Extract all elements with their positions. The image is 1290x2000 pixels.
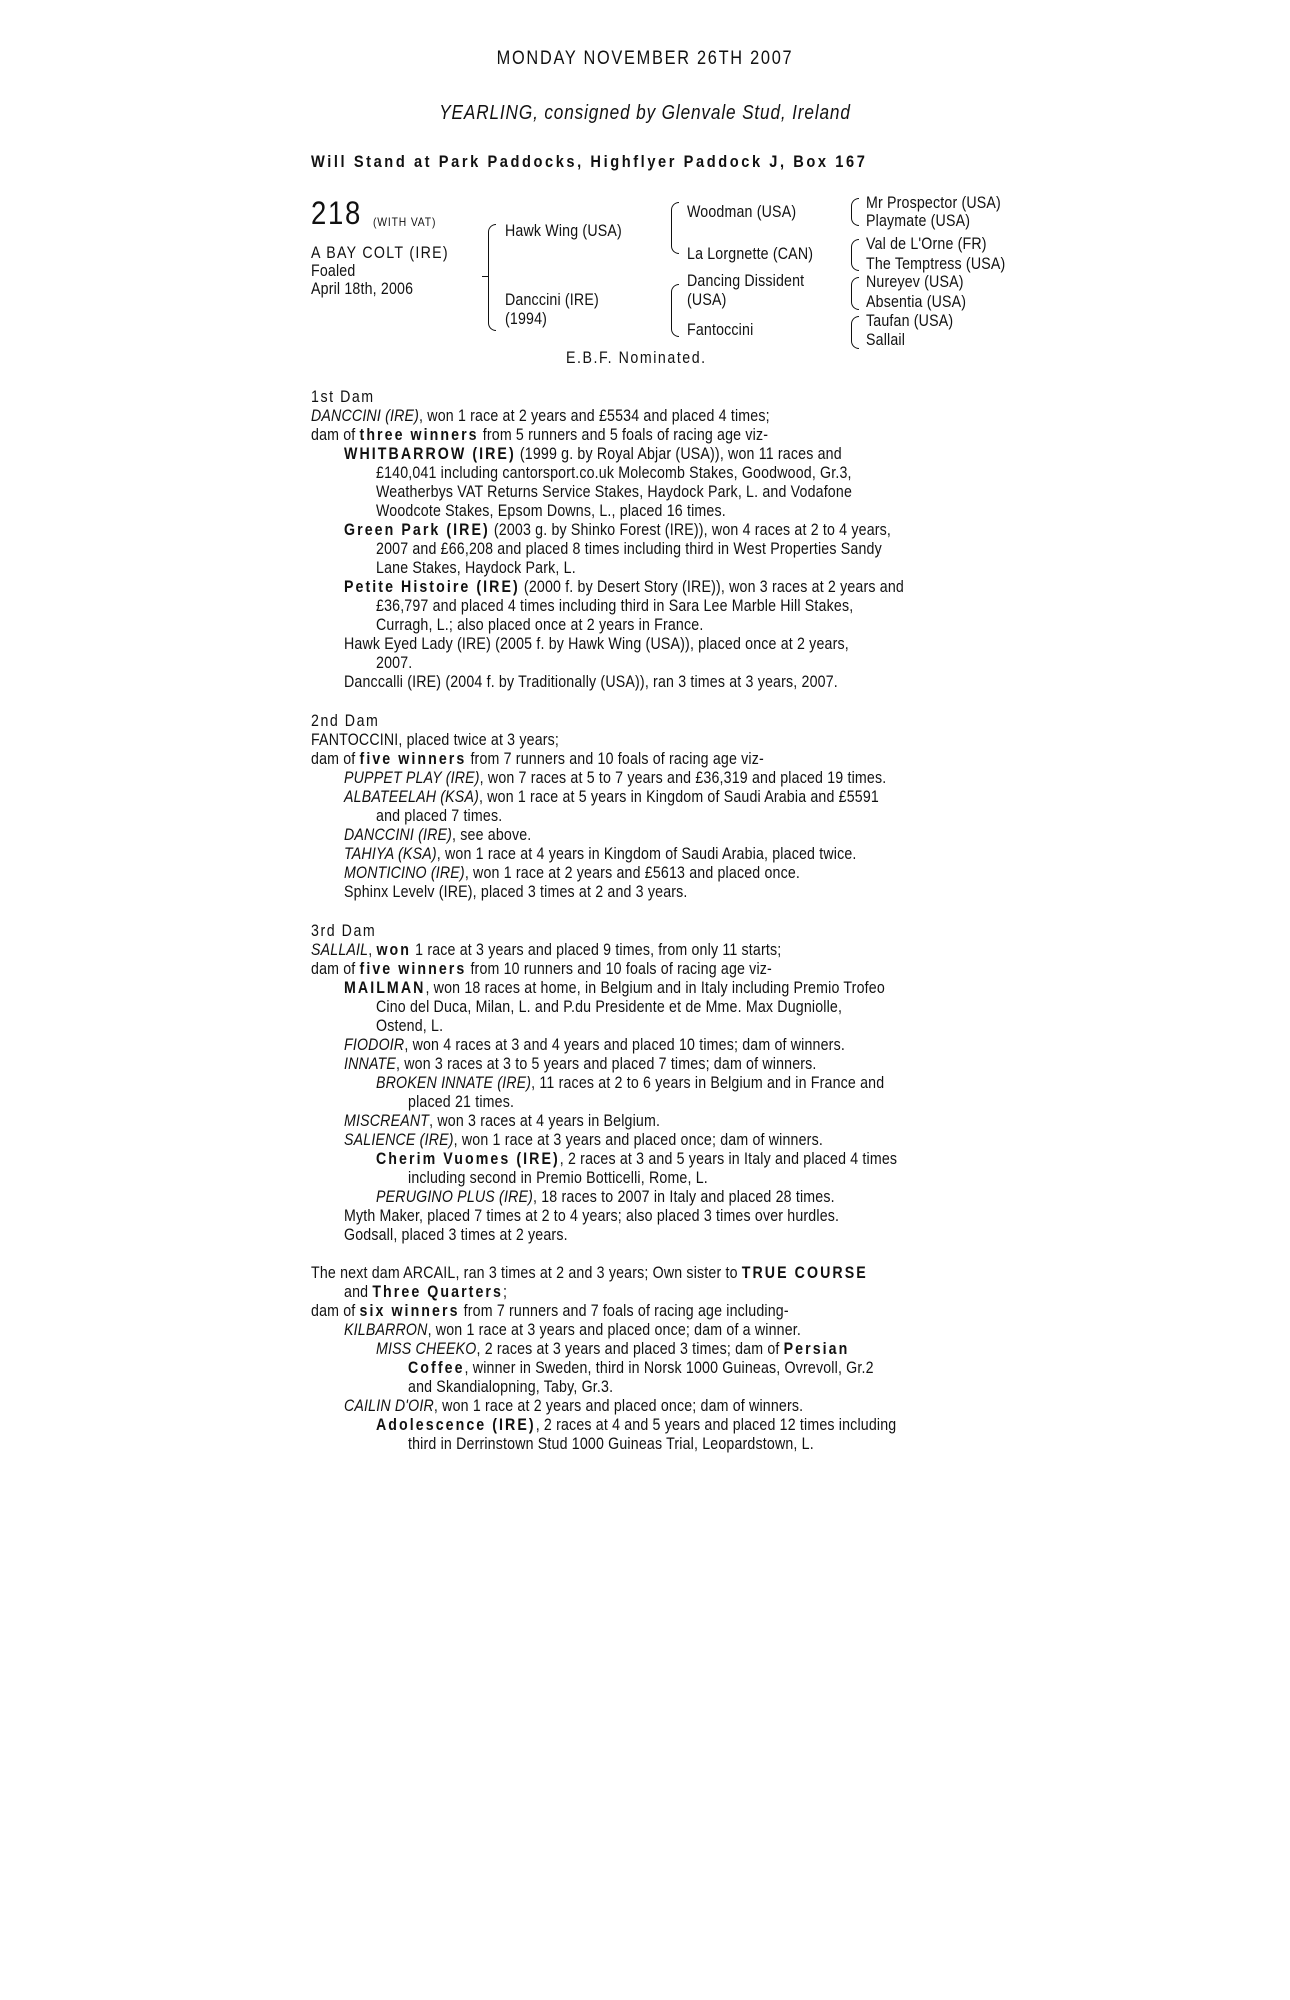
text-line: Adolescence (IRE), 2 races at 4 and 5 years and placed 12 times including xyxy=(376,1416,897,1434)
pedigree-brace xyxy=(488,224,496,331)
stand-location: Will Stand at Park Paddocks, Highflyer Paddock J, Box 167 xyxy=(311,152,868,171)
gen3-1: Mr Prospector (USA) xyxy=(866,194,1001,212)
text-line: Woodcote Stakes, Epsom Downs, L., placed 16 times. xyxy=(376,502,726,520)
pedigree-brace-point xyxy=(482,276,488,277)
gen3-brace-2 xyxy=(851,239,859,271)
text-line: Myth Maker, placed 7 times at 2 to 4 years; also placed 3 times over hurdles. xyxy=(344,1207,840,1225)
text-line: ALBATEELAH (KSA), won 1 race at 5 years in Kingdom of Saudi Arabia and £5591 xyxy=(344,788,880,806)
section-heading: 1st Dam xyxy=(311,388,375,406)
text-line: Cino del Duca, Milan, L. and P.du Presidente et de Mme. Max Dugniolle, xyxy=(376,998,843,1016)
text-line: Sphinx Levelv (IRE), placed 3 times at 2 and 3 years. xyxy=(344,883,688,901)
text-line: Green Park (IRE) (2003 g. by Shinko Forest (IRE)), won 4 races at 2 to 4 years, xyxy=(344,521,892,539)
lot-description: A BAY COLT (IRE) xyxy=(311,244,449,262)
text-line: Petite Histoire (IRE) (2000 f. by Desert Story (IRE)), won 3 races at 2 years and xyxy=(344,578,904,596)
sale-date: MONDAY NOVEMBER 26TH 2007 xyxy=(496,48,794,69)
text-line: Curragh, L.; also placed once at 2 years in France. xyxy=(376,616,704,634)
consignment-line: YEARLING, consigned by Glenvale Stud, Ireland xyxy=(439,102,851,124)
vat-note: (WITH VAT) xyxy=(373,215,437,229)
text-line: DANCCINI (IRE), won 1 race at 2 years and £5534 and placed 4 times; xyxy=(311,407,770,425)
text-line: CAILIN D'OIR, won 1 race at 2 years and placed once; dam of winners. xyxy=(344,1397,804,1415)
text-line: SALIENCE (IRE), won 1 race at 3 years and placed once; dam of winners. xyxy=(344,1131,823,1149)
text-line: 2007. xyxy=(376,654,413,672)
lot-number: 218 xyxy=(311,195,363,231)
text-line: INNATE, won 3 races at 3 to 5 years and placed 7 times; dam of winners. xyxy=(344,1055,817,1073)
text-line: Hawk Eyed Lady (IRE) (2005 f. by Hawk Wing (USA)), placed once at 2 years, xyxy=(344,635,849,653)
text-line: dam of five winners from 10 runners and 10 foals of racing age viz- xyxy=(311,960,772,978)
gen3-brace-3 xyxy=(851,277,859,310)
text-line: PUPPET PLAY (IRE), won 7 races at 5 to 7 years and £36,319 and placed 19 times. xyxy=(344,769,887,787)
gen3-brace-4 xyxy=(851,316,859,349)
text-line: dam of six winners from 7 runners and 7 foals of racing age including- xyxy=(311,1302,789,1320)
section-heading: 2nd Dam xyxy=(311,712,380,730)
gen3-brace-1 xyxy=(851,198,859,226)
dam-sire: Dancing Dissident xyxy=(687,272,805,290)
text-line: dam of five winners from 7 runners and 10 foals of racing age viz- xyxy=(311,750,764,768)
text-line: WHITBARROW (IRE) (1999 g. by Royal Abjar (USA)), won 11 races and xyxy=(344,445,842,463)
foaled-date: April 18th, 2006 xyxy=(311,280,414,298)
text-line: £36,797 and placed 4 times including third in Sara Lee Marble Hill Stakes, xyxy=(376,597,854,615)
text-line: MISCREANT, won 3 races at 4 years in Belgium. xyxy=(344,1112,661,1130)
text-line: 2007 and £66,208 and placed 8 times including third in West Properties Sandy xyxy=(376,540,882,558)
foaled-label: Foaled xyxy=(311,262,356,280)
ebf-note: E.B.F. Nominated. xyxy=(566,349,707,367)
text-line: including second in Premio Botticelli, Rome, L. xyxy=(408,1169,708,1187)
text-line: and placed 7 times. xyxy=(376,807,503,825)
text-line: Lane Stakes, Haydock Park, L. xyxy=(376,559,576,577)
gen3-7: Taufan (USA) xyxy=(866,312,954,330)
text-line: MONTICINO (IRE), won 1 race at 2 years and £5613 and placed once. xyxy=(344,864,801,882)
sire-dam: La Lorgnette (CAN) xyxy=(687,245,814,263)
text-line: £140,041 including cantorsport.co.uk Molecomb Stakes, Goodwood, Gr.3, xyxy=(376,464,852,482)
text-line: Cherim Vuomes (IRE), 2 races at 3 and 5 years in Italy and placed 4 times xyxy=(376,1150,898,1168)
text-line: FIODOIR, won 4 races at 3 and 4 years and placed 10 times; dam of winners. xyxy=(344,1036,845,1054)
text-line: KILBARRON, won 1 race at 3 years and placed once; dam of a winner. xyxy=(344,1321,802,1339)
text-line: FANTOCCINI, placed twice at 3 years; xyxy=(311,731,560,749)
dam: Danccini (IRE) xyxy=(505,291,599,309)
text-line: The next dam ARCAIL, ran 3 times at 2 and 3 years; Own sister to TRUE COURSE xyxy=(311,1264,868,1282)
text-line: Ostend, L. xyxy=(376,1017,444,1035)
dam-dam: Fantoccini xyxy=(687,321,754,339)
text-line: DANCCINI (IRE), see above. xyxy=(344,826,532,844)
section-heading: 3rd Dam xyxy=(311,922,377,940)
dam-year: (1994) xyxy=(505,310,548,328)
sire-brace xyxy=(671,202,679,254)
gen3-6: Absentia (USA) xyxy=(866,293,967,311)
text-line: Weatherbys VAT Returns Service Stakes, Haydock Park, L. and Vodafone xyxy=(376,483,853,501)
text-line: dam of three winners from 5 runners and 5 foals of racing age viz- xyxy=(311,426,769,444)
dam-sire-country: (USA) xyxy=(687,291,727,309)
text-line: BROKEN INNATE (IRE), 11 races at 2 to 6 years in Belgium and in France and xyxy=(376,1074,885,1092)
text-line: Godsall, placed 3 times at 2 years. xyxy=(344,1226,568,1244)
text-line: Danccalli (IRE) (2004 f. by Traditionally (USA)), ran 3 times at 3 years, 2007. xyxy=(344,673,838,691)
sire-sire: Woodman (USA) xyxy=(687,203,797,221)
text-line: Coffee, winner in Sweden, third in Norsk 1000 Guineas, Ovrevoll, Gr.2 xyxy=(408,1359,874,1377)
text-line: TAHIYA (KSA), won 1 race at 4 years in Kingdom of Saudi Arabia, placed twice. xyxy=(344,845,857,863)
text-line: MISS CHEEKO, 2 races at 3 years and placed 3 times; dam of Persian xyxy=(376,1340,850,1358)
sire: Hawk Wing (USA) xyxy=(505,222,622,240)
gen3-5: Nureyev (USA) xyxy=(866,273,964,291)
gen3-3: Val de L'Orne (FR) xyxy=(866,235,987,253)
text-line: third in Derrinstown Stud 1000 Guineas Trial, Leopardstown, L. xyxy=(408,1435,814,1453)
text-line: MAILMAN, won 18 races at home, in Belgium and in Italy including Premio Trofeo xyxy=(344,979,885,997)
text-line: PERUGINO PLUS (IRE), 18 races to 2007 in Italy and placed 28 times. xyxy=(376,1188,835,1206)
text-line: SALLAIL, won 1 race at 3 years and placed 9 times, from only 11 starts; xyxy=(311,941,782,959)
text-line: and Three Quarters; xyxy=(344,1283,508,1301)
gen3-8: Sallail xyxy=(866,331,906,349)
text-line: and Skandialopning, Taby, Gr.3. xyxy=(408,1378,614,1396)
gen3-4: The Temptress (USA) xyxy=(866,255,1006,273)
gen3-2: Playmate (USA) xyxy=(866,212,971,230)
text-line: placed 21 times. xyxy=(408,1093,515,1111)
dam-brace xyxy=(671,284,679,337)
